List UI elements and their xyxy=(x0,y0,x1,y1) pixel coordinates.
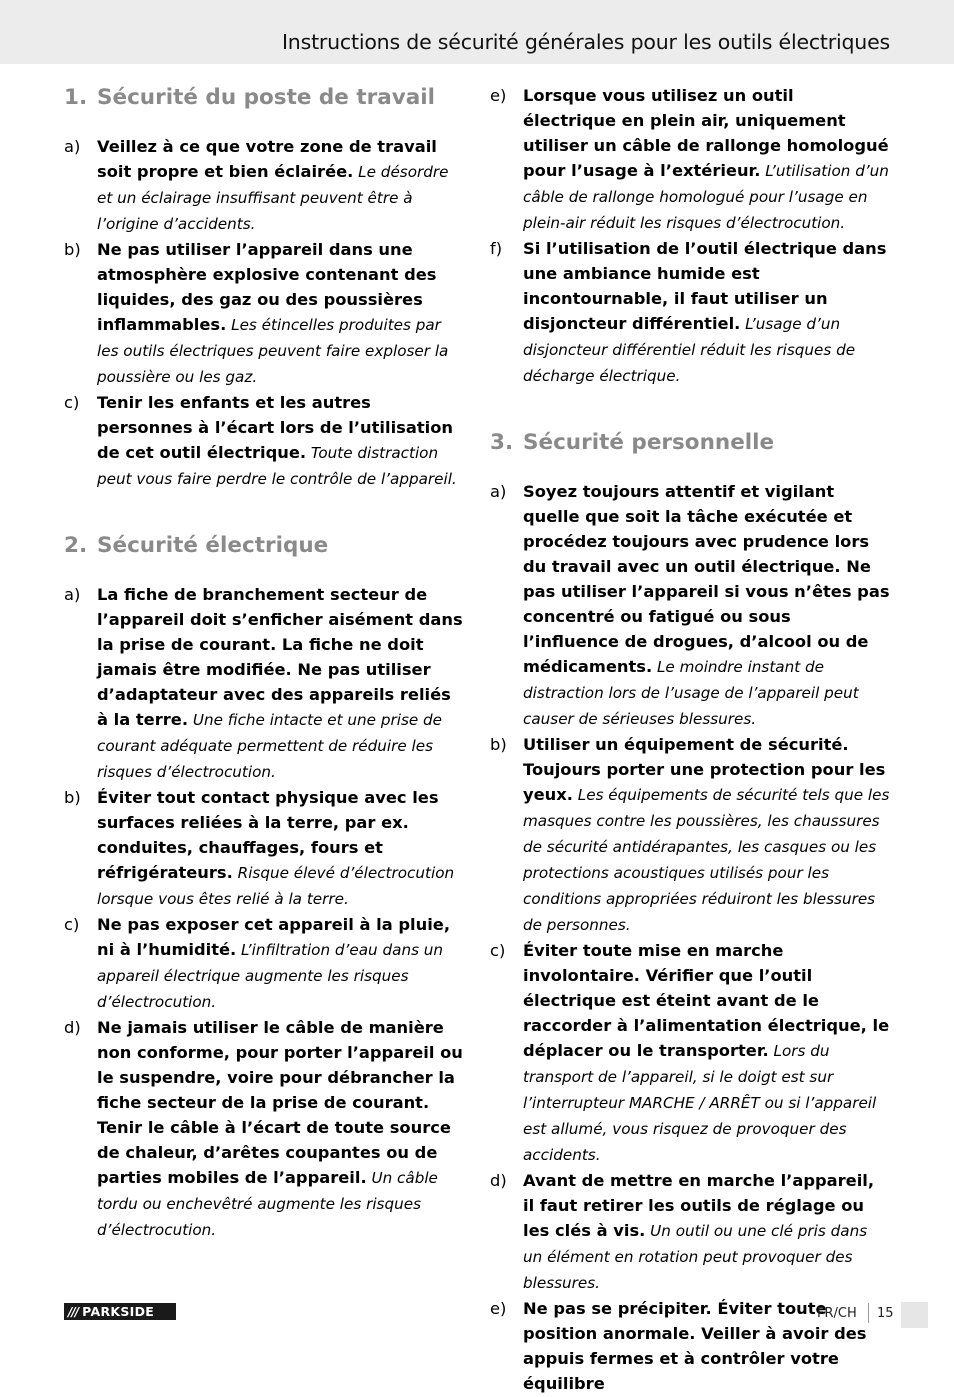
page-number: 15 xyxy=(877,1306,894,1321)
header-band xyxy=(0,0,954,64)
item-italic-text: Lors du transport de l’appareil, si le doigt est sur l’interrupteur MARCHE / ARRÊT ou si l’appareil est allumé, vous risquez de provoquer des accidents. xyxy=(523,1042,877,1164)
item-italic-text: Un câble tordu ou enchevêtré augmente les risques d’électrocution. xyxy=(97,1169,438,1239)
item-letter: d) xyxy=(64,1018,81,1037)
item-bold-text: Ne pas exposer cet appareil à la pluie, ni à l’humidité. xyxy=(97,915,451,959)
left-column xyxy=(64,83,464,1243)
item-italic-text: Une fiche intacte et une prise de courant adéquate permettent de réduire les risques d’électrocution. xyxy=(97,711,443,781)
item-letter: e) xyxy=(490,1299,507,1318)
list-item xyxy=(490,1168,890,1296)
item-letter: a) xyxy=(64,585,81,604)
item-bold-text: Ne pas utiliser l’appareil dans une atmosphère explosive contenant des liquides, des gaz ou des poussières inflammables. xyxy=(97,240,437,334)
list-item xyxy=(64,134,464,237)
item-italic-text: L’infiltration d’eau dans un appareil électrique augmente les risques d’électrocution. xyxy=(97,941,444,1011)
item-letter: a) xyxy=(64,137,81,156)
logo-text: PARKSIDE xyxy=(82,1304,155,1319)
page-tab-marker xyxy=(901,1302,928,1328)
section-number: 3. xyxy=(490,430,514,455)
section-number: 2. xyxy=(64,533,88,558)
section-number: 1. xyxy=(64,85,88,110)
item-italic-text: Un outil ou une clé pris dans un élément en rotation peut provoquer des blessures. xyxy=(523,1222,868,1292)
item-bold-text: La fiche de branchement secteur de l’appareil doit s’enficher aisément dans la prise de courant. La fiche ne doit jamais être modifiée. Ne pas utiliser d’adaptateur avec des appareils reliés à la terre. xyxy=(97,585,463,729)
item-letter: c) xyxy=(64,915,80,934)
section-title: Sécurité électrique xyxy=(97,533,329,558)
list-item xyxy=(490,236,890,389)
list-item xyxy=(64,912,464,1015)
item-italic-text: L’utilisation d’un câble de rallonge homologué pour l’usage en plein-air réduit les risques d’électrocution. xyxy=(523,162,889,232)
item-bold-text: Lorsque vous utilisez un outil électrique en plein air, uniquement utiliser un câble de rallonge homologué pour l’usage à l’extérieur. xyxy=(523,86,889,180)
section-heading-workplace xyxy=(64,83,464,113)
logo-slashes: /// xyxy=(68,1304,79,1319)
item-bold-text: Veillez à ce que votre zone de travail soit propre et bien éclairée. xyxy=(97,137,437,181)
item-letter: a) xyxy=(490,482,507,501)
item-bold-text: Si l’utilisation de l’outil électrique dans une ambiance humide est incontournable, il faut utiliser un disjoncteur différentiel. xyxy=(523,239,887,333)
item-bold-text: Soyez toujours attentif et vigilant quelle que soit la tâche exécutée et procédez toujours avec prudence lors du travail avec un outil électrique. Ne pas utiliser l’appareil si vous n’êtes pas concentré ou fatigué ou sous l’influence de drogues, d’alcool ou de médicaments. xyxy=(523,482,890,676)
item-italic-text: Le désordre et un éclairage insuffisant peuvent être à l’origine d’accidents. xyxy=(97,163,449,233)
right-column xyxy=(490,83,890,1397)
item-bold-text: Ne pas se précipiter. Éviter toute position anormale. Veiller à avoir des appuis fermes et à contrôler votre équilibre xyxy=(523,1299,867,1393)
footer-divider xyxy=(868,1303,869,1323)
section-heading-electrical xyxy=(64,531,464,561)
item-bold-text: Éviter toute mise en marche involontaire. Vérifier que l’outil électrique est éteint avant de le raccorder à l’alimentation électrique, le déplacer ou le transporter. xyxy=(523,941,890,1060)
list-item xyxy=(64,582,464,785)
item-italic-text: L’usage d’un disjoncteur différentiel réduit les risques de décharge électrique. xyxy=(523,315,856,385)
item-italic-text: Toute distraction peut vous faire perdre le contrôle de l’appareil. xyxy=(97,444,457,488)
item-bold-text: Utiliser un équipement de sécurité. Toujours porter une protection pour les yeux. xyxy=(523,735,886,804)
item-bold-text: Avant de mettre en marche l’appareil, il faut retirer les outils de réglage ou les clés à vis. xyxy=(523,1171,875,1240)
item-italic-text: Risque élevé d’électrocution lorsque vous êtes relié à la terre. xyxy=(97,864,455,908)
list-item xyxy=(490,479,890,732)
list-item xyxy=(64,1015,464,1243)
list-item xyxy=(490,732,890,938)
item-letter: b) xyxy=(64,788,81,807)
item-letter: f) xyxy=(490,239,503,258)
item-italic-text: Le moindre instant de distraction lors de l’usage de l’appareil peut causer de sérieuses blessures. xyxy=(523,658,859,728)
section-title: Sécurité personnelle xyxy=(523,430,775,455)
item-italic-text: Les étincelles produites par les outils électriques peuvent faire exploser la poussière ou les gaz. xyxy=(97,316,449,386)
item-letter: b) xyxy=(490,735,507,754)
item-italic-text: Les équipements de sécurité tels que les masques contre les poussières, les chaussures de sécurité antidérapantes, les casques ou les protections acoustiques utilisés pour les conditions appropriées réduiront les blessures de personnes. xyxy=(523,786,890,934)
list-item xyxy=(64,390,464,492)
list-item xyxy=(490,83,890,236)
section-title: Sécurité du poste de travail xyxy=(97,85,436,110)
list-item xyxy=(64,237,464,390)
item-letter: b) xyxy=(64,240,81,259)
item-bold-text: Ne jamais utiliser le câble de manière non conforme, pour porter l’appareil ou le suspendre, voire pour débrancher la fiche secteur de la prise de courant. Tenir le câble à l’écart de toute source de chaleur, d’arêtes coupantes ou de parties mobiles de l’appareil. xyxy=(97,1018,463,1187)
item-letter: c) xyxy=(490,941,506,960)
section-heading-personal xyxy=(490,428,890,458)
item-bold-text: Éviter tout contact physique avec les surfaces reliées à la terre, par ex. conduites, chauffages, fours et réfrigérateurs. xyxy=(97,788,439,882)
page-title: Instructions de sécurité générales pour les outils électriques xyxy=(281,30,890,54)
parkside-logo xyxy=(64,1303,176,1320)
language-code: FR/CH xyxy=(817,1306,857,1321)
list-item xyxy=(64,785,464,912)
item-letter: d) xyxy=(490,1171,507,1190)
item-letter: c) xyxy=(64,393,80,412)
item-bold-text: Tenir les enfants et les autres personnes à l’écart lors de l’utilisation de cet outil électrique. xyxy=(97,393,453,462)
item-letter: e) xyxy=(490,86,507,105)
list-item xyxy=(490,938,890,1168)
